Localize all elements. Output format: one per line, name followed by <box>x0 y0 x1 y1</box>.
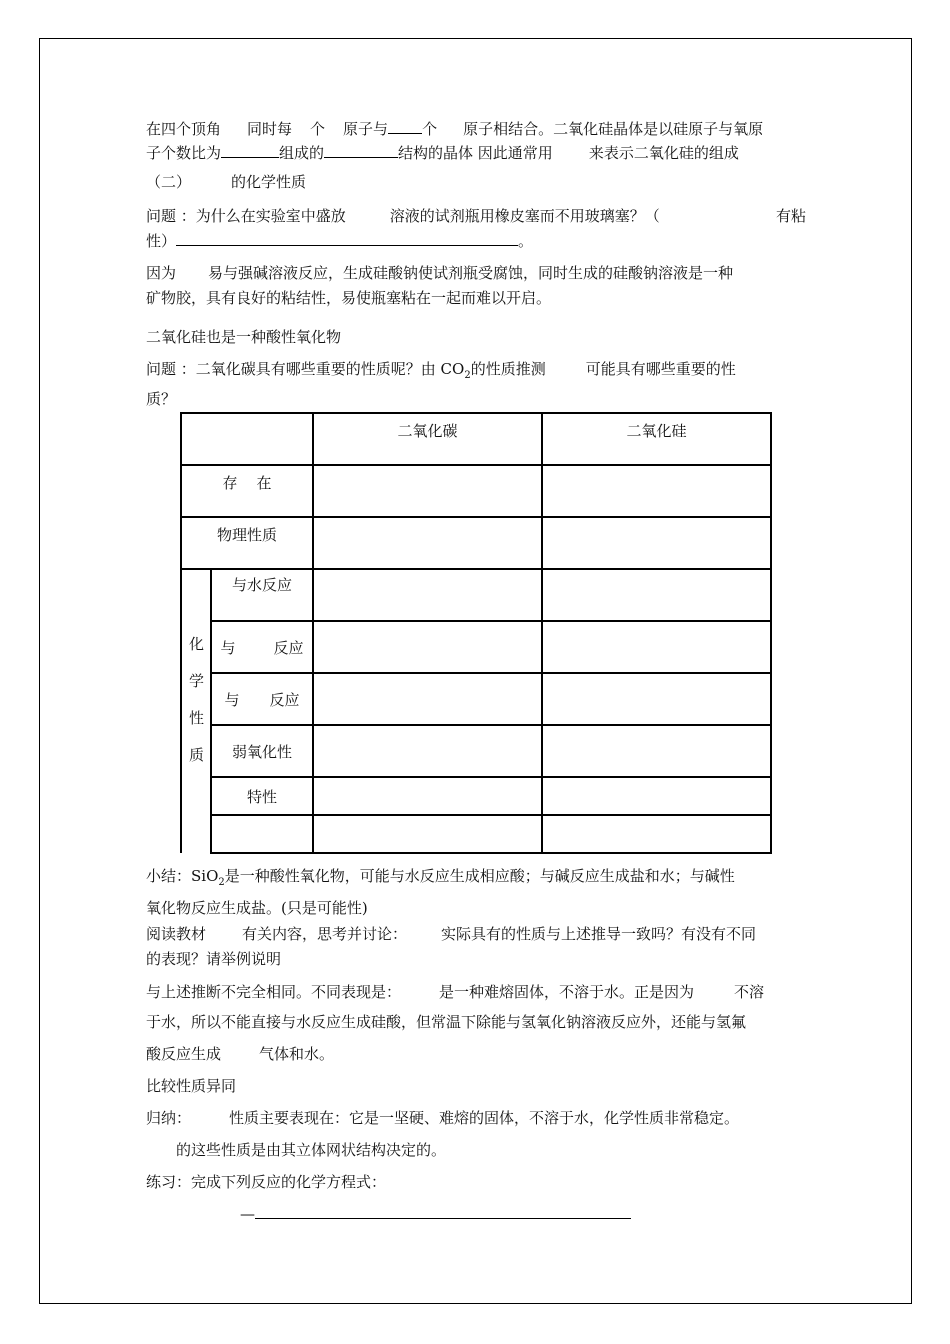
text-line-1 <box>146 119 763 139</box>
text-segment: 的化学性质 <box>231 173 307 191</box>
table-row <box>181 673 771 725</box>
difference-line-3 <box>146 1044 334 1064</box>
text-segment: 性质主要表现在：它是一坚硬、难熔的固体，不溶于水，化学性质非常稳定。 <box>229 1109 740 1127</box>
difference-line-2: 于水，所以不能直接与水反应生成硅酸，但常温下除能与氢氧化钠溶液反应外，还能与氢氟 <box>146 1013 747 1031</box>
text-segment: 同时每 <box>247 120 293 138</box>
table-cell[interactable] <box>542 777 771 815</box>
text-segment: 反应 <box>269 690 300 709</box>
text-line-8: 二氧化硅也是一种酸性氧化物 <box>146 328 342 346</box>
table-cell[interactable] <box>313 777 542 815</box>
text-segment: 与 <box>220 638 236 657</box>
table-cell[interactable] <box>313 465 542 517</box>
question-1-answer <box>146 231 533 251</box>
reading-line-2: 的表现？请举例说明 <box>146 950 282 968</box>
text-line-6 <box>146 263 733 283</box>
text-segment: 是一种难熔固体，不溶于水。正是因为 <box>439 983 695 1001</box>
table-cell[interactable] <box>542 517 771 569</box>
conclusion-line-2: 的这些性质是由其立体网状结构决定的。 <box>176 1141 447 1159</box>
text-segment: 小结：SiO <box>146 867 219 885</box>
row-label-weak-oxidizing: 弱氧化性 <box>211 725 313 777</box>
text-segment: 个 <box>422 120 438 138</box>
summary-line-2: 氧化物反应生成盐。(只是可能性) <box>146 899 368 917</box>
table-corner-cell <box>181 413 313 465</box>
chem-label-cell <box>181 569 211 853</box>
text-segment: — <box>240 1205 255 1223</box>
text-segment: 问题 ：为什么在实验室中盛放 <box>146 207 346 225</box>
text-segment: 易与强碱溶液反应，生成硅酸钠使试剂瓶受腐蚀，同时生成的硅酸钠溶液是一种 <box>208 264 734 282</box>
table-row <box>181 725 771 777</box>
table-cell[interactable] <box>313 621 542 673</box>
text-segment: 。 <box>518 232 534 250</box>
text-segment: 归纳： <box>146 1109 192 1127</box>
fill-blank[interactable] <box>221 143 279 158</box>
column-header-co2: 二氧化碳 <box>313 413 542 465</box>
reading-line-1 <box>146 924 756 944</box>
text-segment: 反应 <box>273 638 304 657</box>
text-segment: 与上述推断不完全相同。不同表现是： <box>146 983 402 1001</box>
table-row <box>181 465 771 517</box>
text-line-2 <box>146 143 739 163</box>
compare-heading: 比较性质异同 <box>146 1077 237 1095</box>
text-segment: 可能具有哪些重要的性 <box>585 360 736 378</box>
table-row <box>181 815 771 853</box>
text-line-10: 质？ <box>146 390 177 408</box>
text-segment: 是一种酸性氧化物，可能与水反应生成相应酸；与碱反应生成盐和水；与碱性 <box>224 867 735 885</box>
summary-line-1 <box>146 866 735 886</box>
property-comparison-table <box>180 412 772 854</box>
column-header-sio2: 二氧化硅 <box>542 413 771 465</box>
text-line-7: 矿物胶，具有良好的粘结性，易使瓶塞粘在一起而难以开启。 <box>146 289 552 307</box>
text-segment: 在四个顶角 <box>146 120 222 138</box>
table-cell[interactable] <box>313 815 542 853</box>
text-segment: 性） <box>146 232 177 250</box>
table-row <box>181 777 771 815</box>
fill-blank[interactable] <box>388 119 422 134</box>
text-segment: 不溶 <box>734 983 765 1001</box>
exercise-answer <box>240 1204 631 1224</box>
text-segment: 问题 ：二氧化碳具有哪些重要的性质呢？由 CO <box>146 360 465 378</box>
table-row <box>181 569 771 621</box>
difference-line-1 <box>146 982 764 1002</box>
table-cell[interactable] <box>313 569 542 621</box>
text-segment: 的性质推测 <box>470 360 546 378</box>
text-segment: 原子相结合。二氧化硅晶体是以硅原子与氧原 <box>463 120 764 138</box>
fill-blank[interactable] <box>324 143 398 158</box>
row-label-physical: 物理性质 <box>181 517 313 569</box>
text-segment: 子个数比为 <box>146 144 222 162</box>
text-segment: 个 <box>310 120 326 138</box>
text-segment: 因为 <box>146 264 177 282</box>
table-cell[interactable] <box>542 569 771 621</box>
text-segment: 阅读教材 <box>146 925 207 943</box>
table-header-row <box>181 413 771 465</box>
exercise-heading: 练习：完成下列反应的化学方程式： <box>146 1173 387 1191</box>
text-segment: （二） <box>146 173 192 191</box>
text-segment: 溶液的试剂瓶用橡皮塞而不用玻璃塞？（ <box>389 207 660 225</box>
text-segment: 实际具有的性质与上述推导一致吗？有没有不同 <box>441 925 757 943</box>
text-segment: 与 <box>224 690 240 709</box>
table-cell[interactable] <box>211 815 313 853</box>
row-label-react-2 <box>211 673 313 725</box>
table-cell[interactable] <box>313 673 542 725</box>
row-label-chemical: 化学性质 <box>187 635 205 784</box>
row-label-special: 特性 <box>211 777 313 815</box>
table-row <box>181 517 771 569</box>
table-row <box>181 621 771 673</box>
table-cell[interactable] <box>542 815 771 853</box>
subscript: 2 <box>218 877 225 888</box>
text-segment: 气体和水。 <box>259 1045 335 1063</box>
row-label-existence: 存 在 <box>181 465 313 517</box>
subscript: 2 <box>464 370 471 381</box>
table-cell[interactable] <box>542 673 771 725</box>
text-segment: 结构的晶体 因此通常用 <box>398 144 553 162</box>
question-1 <box>146 206 806 226</box>
text-segment: 组成的 <box>279 144 325 162</box>
table-cell[interactable] <box>542 465 771 517</box>
text-segment: 有关内容，思考并讨论： <box>242 925 408 943</box>
answer-blank[interactable] <box>176 231 518 246</box>
text-segment: 来表示二氧化硅的组成 <box>588 144 739 162</box>
conclusion-line-1 <box>146 1108 739 1128</box>
table-cell[interactable] <box>542 621 771 673</box>
section-heading <box>146 172 306 192</box>
text-segment: 原子与 <box>343 120 389 138</box>
row-label-react-1 <box>211 621 313 673</box>
text-segment: 有粘 <box>775 207 806 225</box>
answer-blank[interactable] <box>255 1204 631 1219</box>
table-cell[interactable] <box>313 517 542 569</box>
question-2 <box>146 359 736 379</box>
row-label-water: 与水反应 <box>211 569 313 621</box>
table-cell[interactable] <box>542 725 771 777</box>
text-segment: 酸反应生成 <box>146 1045 222 1063</box>
table-cell[interactable] <box>313 725 542 777</box>
